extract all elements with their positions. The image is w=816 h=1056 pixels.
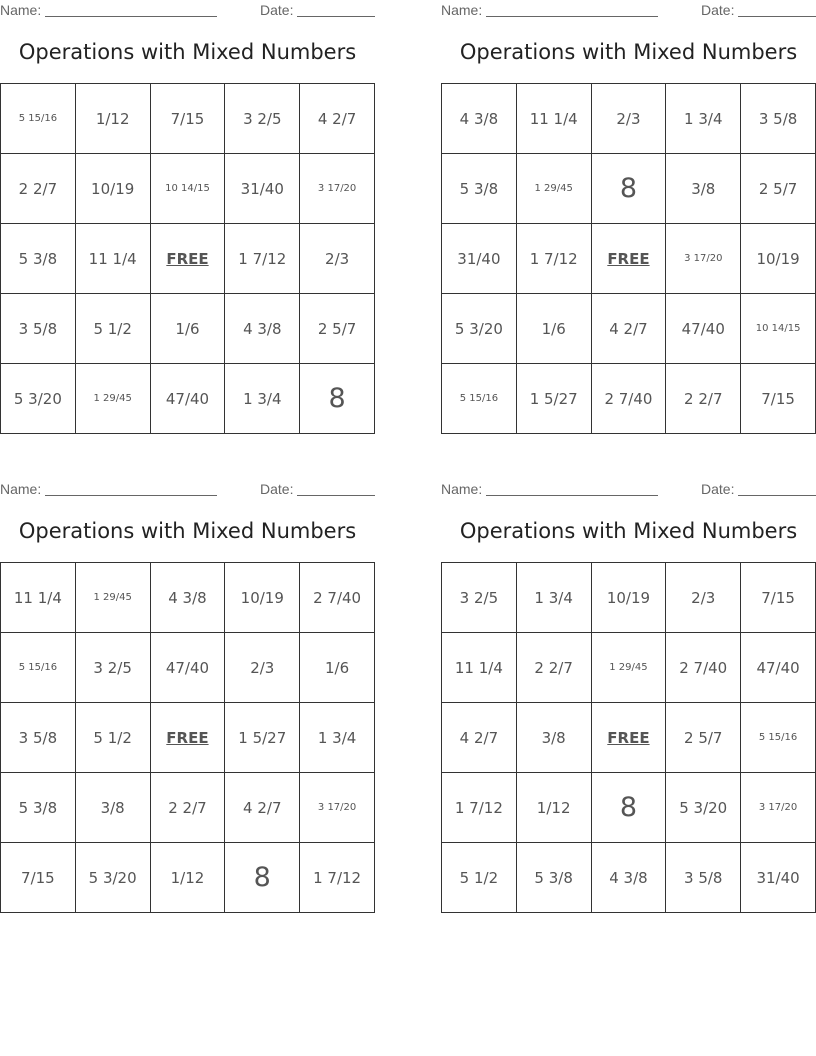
- name-line: [45, 16, 217, 17]
- bingo-cell: 10/19: [75, 154, 150, 224]
- card-title: Operations with Mixed Numbers: [18, 40, 357, 64]
- bingo-grid: [0, 83, 375, 434]
- bingo-cell: 1 3/4: [666, 84, 741, 154]
- bingo-cell: 47/40: [741, 633, 816, 703]
- bingo-cell: 10/19: [741, 224, 816, 294]
- bingo-cell: 10/19: [591, 563, 666, 633]
- grid-row: [442, 563, 816, 633]
- name-date-row: [441, 0, 816, 22]
- bingo-cell: 4 3/8: [591, 843, 666, 913]
- grid-row: [1, 294, 375, 364]
- bingo-cell: 2/3: [666, 563, 741, 633]
- bingo-cell: 1/12: [150, 843, 225, 913]
- bingo-cell: 1/6: [516, 294, 591, 364]
- bingo-cell: 4 3/8: [225, 294, 300, 364]
- bingo-cell: 5 15/16: [1, 633, 76, 703]
- bingo-cell: 1/6: [150, 294, 225, 364]
- card-title: Operations with Mixed Numbers: [459, 519, 798, 543]
- grid-row: [442, 154, 816, 224]
- bingo-cell: 7/15: [741, 364, 816, 434]
- name-line: [486, 495, 658, 496]
- grid-row: [1, 84, 375, 154]
- bingo-cell: 1 5/27: [225, 703, 300, 773]
- name-line: [486, 16, 658, 17]
- bingo-cell: 7/15: [150, 84, 225, 154]
- bingo-cell: 1 5/27: [516, 364, 591, 434]
- bingo-cell: 31/40: [225, 154, 300, 224]
- bingo-cell: 1 7/12: [225, 224, 300, 294]
- bingo-cell: 5 3/20: [666, 773, 741, 843]
- bingo-cell: 5 3/20: [1, 364, 76, 434]
- bingo-cell: 2 7/40: [300, 563, 375, 633]
- bingo-cell: 2 5/7: [666, 703, 741, 773]
- date-line: [738, 16, 816, 17]
- bingo-cell: 2 2/7: [1, 154, 76, 224]
- free-space-cell: FREE: [591, 224, 666, 294]
- bingo-card-2: [441, 0, 816, 408]
- bingo-cell: 5 1/2: [75, 703, 150, 773]
- name-label: Name:: [0, 481, 42, 497]
- bingo-cell: 11 1/4: [75, 224, 150, 294]
- grid-row: [1, 224, 375, 294]
- bingo-cell: 10 14/15: [741, 294, 816, 364]
- bingo-cell: 1 7/12: [516, 224, 591, 294]
- bingo-cell: 5 3/8: [516, 843, 591, 913]
- bingo-cell: 11 1/4: [442, 633, 517, 703]
- bingo-cell: 3/8: [75, 773, 150, 843]
- bingo-cell: 10/19: [225, 563, 300, 633]
- bingo-cell: 47/40: [150, 364, 225, 434]
- bingo-cell: 5 15/16: [1, 84, 76, 154]
- bingo-cell: 8: [591, 154, 666, 224]
- grid-row: [442, 633, 816, 703]
- card-title: Operations with Mixed Numbers: [18, 519, 357, 543]
- bingo-cell: 1/12: [516, 773, 591, 843]
- bingo-cell: 7/15: [741, 563, 816, 633]
- grid-row: [1, 773, 375, 843]
- bingo-cell: 47/40: [150, 633, 225, 703]
- name-line: [45, 495, 217, 496]
- bingo-grid: [441, 562, 816, 913]
- bingo-cell: 3 17/20: [300, 154, 375, 224]
- name-label: Name:: [0, 2, 42, 18]
- bingo-cell: 3 2/5: [225, 84, 300, 154]
- grid-row: [1, 563, 375, 633]
- bingo-cell: 8: [225, 843, 300, 913]
- grid-row: [442, 224, 816, 294]
- bingo-cell: 2 7/40: [591, 364, 666, 434]
- bingo-cell: 3 2/5: [75, 633, 150, 703]
- bingo-cell: 3/8: [666, 154, 741, 224]
- bingo-cell: 3 17/20: [300, 773, 375, 843]
- bingo-cell: 31/40: [741, 843, 816, 913]
- bingo-cell: 3 17/20: [741, 773, 816, 843]
- grid-row: [1, 633, 375, 703]
- bingo-cell: 5 3/8: [1, 224, 76, 294]
- bingo-cell: 1 7/12: [300, 843, 375, 913]
- bingo-cell: 2/3: [591, 84, 666, 154]
- bingo-cell: 47/40: [666, 294, 741, 364]
- bingo-cell: 4 3/8: [150, 563, 225, 633]
- bingo-cell: 1 3/4: [225, 364, 300, 434]
- bingo-cell: 3/8: [516, 703, 591, 773]
- bingo-cell: 5 15/16: [741, 703, 816, 773]
- bingo-card-1: [0, 0, 375, 414]
- bingo-cell: 2 2/7: [666, 364, 741, 434]
- name-date-row: [0, 0, 375, 22]
- bingo-cell: 4 3/8: [442, 84, 517, 154]
- bingo-cell: 11 1/4: [1, 563, 76, 633]
- bingo-grid: [441, 83, 816, 434]
- bingo-cell: 3 17/20: [666, 224, 741, 294]
- bingo-cell: 4 2/7: [442, 703, 517, 773]
- bingo-cell: 5 3/8: [442, 154, 517, 224]
- bingo-cell: 1 29/45: [516, 154, 591, 224]
- bingo-card-3: [0, 479, 375, 893]
- bingo-cell: 2 5/7: [741, 154, 816, 224]
- bingo-cell: 5 15/16: [442, 364, 517, 434]
- bingo-cell: 2 2/7: [516, 633, 591, 703]
- bingo-cell: 5 1/2: [442, 843, 517, 913]
- bingo-cell: 5 1/2: [75, 294, 150, 364]
- date-line: [297, 16, 375, 17]
- bingo-cell: 1 29/45: [591, 633, 666, 703]
- grid-row: [1, 364, 375, 434]
- date-line: [738, 495, 816, 496]
- bingo-cell: 2 5/7: [300, 294, 375, 364]
- bingo-cell: 1 3/4: [300, 703, 375, 773]
- bingo-cell: 4 2/7: [591, 294, 666, 364]
- date-label: Date:: [701, 481, 735, 497]
- date-line: [297, 495, 375, 496]
- bingo-cell: 1/12: [75, 84, 150, 154]
- bingo-cell: 4 2/7: [300, 84, 375, 154]
- bingo-cell: 3 5/8: [741, 84, 816, 154]
- free-space-cell: FREE: [150, 703, 225, 773]
- bingo-cell: 2 2/7: [150, 773, 225, 843]
- bingo-cell: 1 29/45: [75, 563, 150, 633]
- date-label: Date:: [260, 481, 294, 497]
- bingo-cell: 8: [300, 364, 375, 434]
- free-space-cell: FREE: [150, 224, 225, 294]
- bingo-card-4: [441, 479, 816, 887]
- bingo-cell: 3 5/8: [666, 843, 741, 913]
- bingo-cell: 2/3: [225, 633, 300, 703]
- bingo-cell: 3 5/8: [1, 703, 76, 773]
- bingo-cell: 5 3/20: [442, 294, 517, 364]
- grid-row: [1, 703, 375, 773]
- bingo-cell: 31/40: [442, 224, 517, 294]
- card-title: Operations with Mixed Numbers: [459, 40, 798, 64]
- date-label: Date:: [260, 2, 294, 18]
- bingo-cell: 5 3/20: [75, 843, 150, 913]
- bingo-cell: 1 3/4: [516, 563, 591, 633]
- bingo-cell: 4 2/7: [225, 773, 300, 843]
- name-label: Name:: [441, 2, 483, 18]
- name-date-row: [441, 479, 816, 501]
- bingo-cell: 2/3: [300, 224, 375, 294]
- bingo-cell: 10 14/15: [150, 154, 225, 224]
- bingo-cell: 2 7/40: [666, 633, 741, 703]
- grid-row: [442, 703, 816, 773]
- grid-row: [1, 154, 375, 224]
- bingo-cell: 1 29/45: [75, 364, 150, 434]
- grid-row: [442, 294, 816, 364]
- grid-row: [442, 843, 816, 913]
- bingo-cell: 1/6: [300, 633, 375, 703]
- grid-row: [442, 364, 816, 434]
- bingo-cell: 8: [591, 773, 666, 843]
- bingo-grid: [0, 562, 375, 913]
- bingo-cell: 1 7/12: [442, 773, 517, 843]
- bingo-cell: 3 2/5: [442, 563, 517, 633]
- grid-row: [442, 773, 816, 843]
- name-label: Name:: [441, 481, 483, 497]
- grid-row: [442, 84, 816, 154]
- bingo-cell: 11 1/4: [516, 84, 591, 154]
- date-label: Date:: [701, 2, 735, 18]
- free-space-cell: FREE: [591, 703, 666, 773]
- bingo-cell: 5 3/8: [1, 773, 76, 843]
- grid-row: [1, 843, 375, 913]
- name-date-row: [0, 479, 375, 501]
- bingo-cell: 7/15: [1, 843, 76, 913]
- bingo-cell: 3 5/8: [1, 294, 76, 364]
